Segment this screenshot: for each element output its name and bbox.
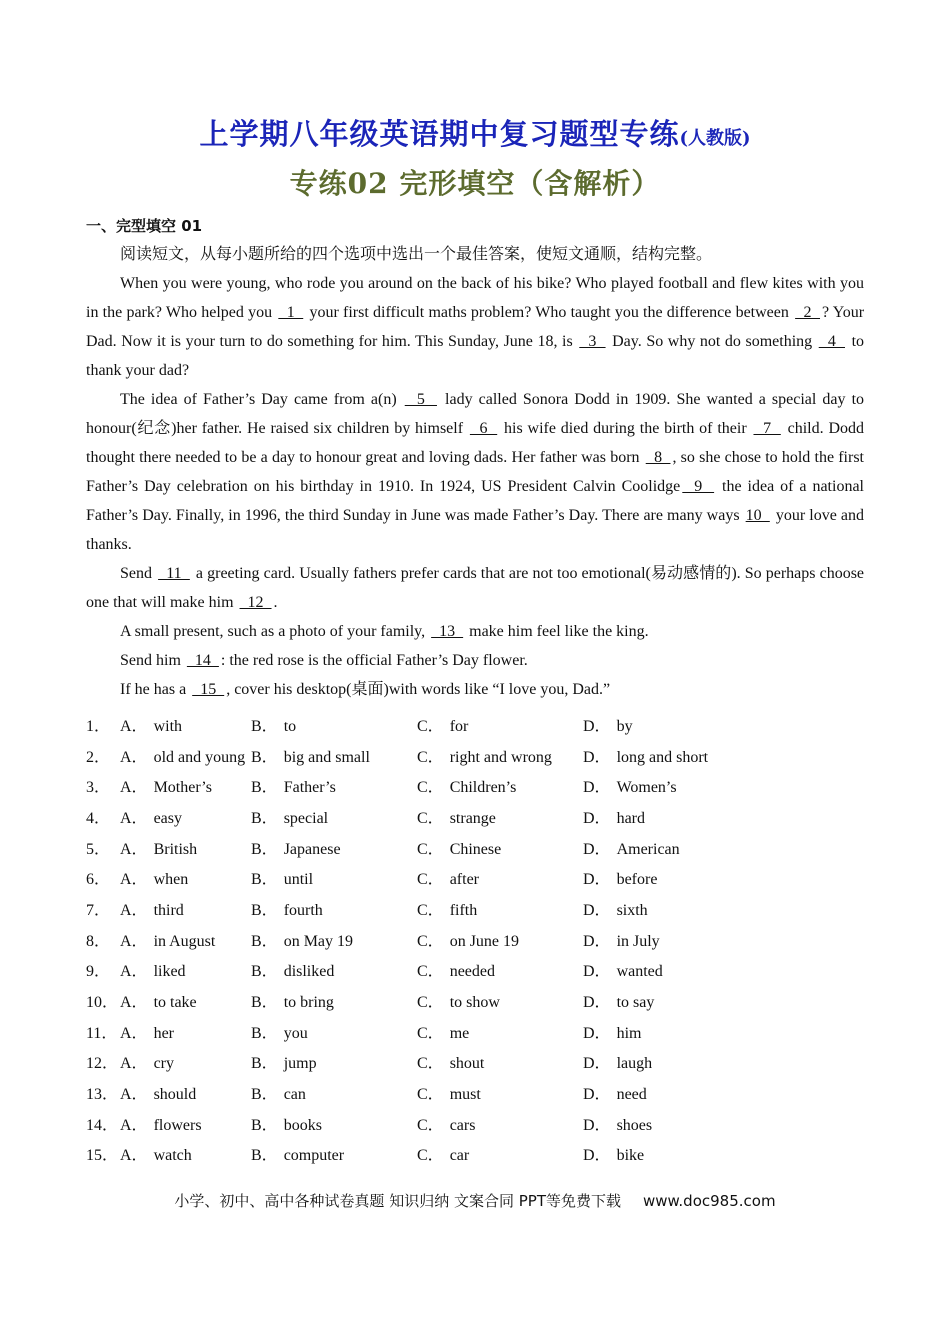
option-text: special (283, 809, 329, 827)
option-letter: C． (417, 994, 444, 1012)
question-row (86, 862, 866, 893)
option-text: needed (449, 963, 495, 981)
option-text: books (283, 1116, 322, 1134)
option-text: computer (283, 1147, 345, 1165)
question-number: 4． (86, 809, 111, 827)
option-letter: D． (583, 1147, 611, 1165)
blank-14: 14 (186, 652, 219, 669)
option-text: flowers (153, 1116, 202, 1134)
option-text: liked (153, 963, 186, 981)
option-a (120, 774, 251, 797)
option-text: on May 19 (283, 932, 354, 950)
option-letter: B． (251, 809, 278, 827)
option-c (417, 713, 583, 736)
option-letter: B． (251, 717, 278, 735)
option-d (583, 1142, 763, 1165)
option-text: for (449, 717, 469, 735)
option-text: right and wrong (449, 748, 552, 766)
option-text: must (449, 1086, 481, 1104)
option-a (120, 836, 251, 859)
option-text: hard (616, 809, 645, 827)
option-c (417, 1112, 583, 1135)
option-a (120, 866, 251, 889)
option-c (417, 744, 583, 767)
option-letter: A． (120, 717, 148, 735)
question-row (86, 924, 866, 955)
option-a (120, 1020, 251, 1043)
option-letter: C． (417, 871, 444, 889)
option-d (583, 1050, 763, 1073)
option-letter: C． (417, 809, 444, 827)
option-b (251, 1112, 417, 1135)
document-title (0, 112, 950, 153)
option-letter: C． (417, 1147, 444, 1165)
option-c (417, 1142, 583, 1165)
option-text: Father’s (283, 779, 336, 797)
option-text: fourth (283, 901, 323, 919)
question-row (86, 801, 866, 832)
option-b (251, 1020, 417, 1043)
option-c (417, 1050, 583, 1073)
option-c (417, 1020, 583, 1043)
question-number: 13． (86, 1086, 119, 1104)
option-c (417, 989, 583, 1012)
option-text: wanted (616, 963, 663, 981)
question-number: 14． (86, 1116, 119, 1134)
blank-9: 9 (682, 478, 715, 495)
option-text: until (283, 871, 314, 889)
option-text: fifth (449, 901, 478, 919)
option-c (417, 1081, 583, 1104)
option-letter: B． (251, 963, 278, 981)
paragraph-5: Send him 14 : the red rose is the official Father’s Day flower. (120, 652, 528, 669)
option-c (417, 836, 583, 859)
option-b (251, 928, 417, 951)
paragraph-6: If he has a 15 , cover his desktop(桌面)with words like “I love you, Dad.” (120, 681, 611, 698)
question-number: 9． (86, 963, 111, 981)
option-letter: D． (583, 932, 611, 950)
question-number: 11． (86, 1024, 118, 1042)
option-c (417, 958, 583, 981)
option-a (120, 1112, 251, 1135)
title-edition: (人教版) (679, 128, 751, 149)
question-row (86, 709, 866, 740)
option-letter: A． (120, 809, 148, 827)
option-text: before (616, 871, 658, 889)
option-b (251, 989, 417, 1012)
option-c (417, 897, 583, 920)
option-letter: D． (583, 840, 611, 858)
option-letter: C． (417, 1024, 444, 1042)
option-text: third (153, 901, 184, 919)
option-letter: D． (583, 901, 611, 919)
option-a (120, 989, 251, 1012)
option-a (120, 897, 251, 920)
blank-13: 13 (431, 623, 464, 640)
option-letter: C． (417, 748, 444, 766)
blank-11: 11 (158, 565, 190, 582)
option-text: in July (616, 932, 660, 950)
footer-site: www.doc985.com (642, 1192, 776, 1210)
option-letter: A． (120, 779, 148, 797)
question-row (86, 1047, 866, 1078)
option-text: laugh (616, 1055, 653, 1073)
option-text: Chinese (449, 840, 502, 858)
option-letter: B． (251, 748, 278, 766)
option-letter: A． (120, 840, 148, 858)
option-text: watch (153, 1147, 192, 1165)
option-b (251, 958, 417, 981)
question-number: 6． (86, 871, 111, 889)
option-text: her (153, 1024, 174, 1042)
option-text: British (153, 840, 198, 858)
option-d (583, 805, 763, 828)
option-text: car (449, 1147, 470, 1165)
option-b (251, 836, 417, 859)
question-row (86, 740, 866, 771)
option-text: me (449, 1024, 470, 1042)
paragraph-4: A small present, such as a photo of your family, 13 make him feel like the king. (120, 623, 649, 640)
option-letter: A． (120, 932, 148, 950)
paragraph-2: The idea of Father’s Day came from a(n) 5 lady called Sonora Dodd in 1909. She wanted a special day to honour(纪念)her father. He raised six children by himself 6 his wife died during the birth of their 7 child. Dodd thought there needed to be a day to honour great and loving dads. Her father was born 8 , so she chose to hold the first Father’s Day celebration on his birthday in 1910. In 1924, US President Calvin Coolidge 9 the idea of a national Father’s Day. Finally, in 1996, the third Sunday in June was made Father’s Day. There are many ways 10 your love and thanks. (86, 391, 865, 553)
option-letter: D． (583, 1024, 611, 1042)
blank-2: 2 (795, 304, 821, 321)
option-c (417, 928, 583, 951)
option-letter: D． (583, 1116, 611, 1134)
option-letter: D． (583, 717, 611, 735)
option-text: sixth (616, 901, 648, 919)
paragraph-3: Send 11 a greeting card. Usually fathers prefer cards that are not too emotional(易动感情的). So perhaps choose one that will make him 12 . (86, 565, 865, 611)
blank-7: 7 (753, 420, 781, 437)
option-letter: B． (251, 840, 278, 858)
option-letter: C． (417, 963, 444, 981)
option-text: jump (283, 1055, 317, 1073)
option-letter: A． (120, 1024, 148, 1042)
option-text: to (283, 717, 297, 735)
option-text: Children’s (449, 779, 517, 797)
option-letter: C． (417, 717, 444, 735)
option-letter: B． (251, 1147, 278, 1165)
option-letter: B． (251, 994, 278, 1012)
option-text: bike (616, 1147, 645, 1165)
option-text: cry (153, 1055, 174, 1073)
option-d (583, 1081, 763, 1104)
option-b (251, 1050, 417, 1073)
option-letter: A． (120, 748, 148, 766)
option-letter: D． (583, 809, 611, 827)
question-row (86, 1108, 866, 1139)
option-text: by (616, 717, 633, 735)
option-letter: D． (583, 1055, 611, 1073)
option-letter: C． (417, 1116, 444, 1134)
option-a (120, 1081, 251, 1104)
option-d (583, 836, 763, 859)
option-letter: B． (251, 932, 278, 950)
option-letter: B． (251, 871, 278, 889)
question-number: 8． (86, 932, 111, 950)
option-d (583, 897, 763, 920)
option-b (251, 1081, 417, 1104)
option-text: with (153, 717, 183, 735)
option-text: big and small (283, 748, 370, 766)
option-letter: C． (417, 1055, 444, 1073)
option-d (583, 1020, 763, 1043)
option-letter: D． (583, 779, 611, 797)
option-text: Japanese (283, 840, 341, 858)
question-number: 2． (86, 748, 111, 766)
option-letter: A． (120, 1086, 148, 1104)
question-number: 1． (86, 717, 111, 735)
question-row (86, 1139, 866, 1170)
question-options (86, 709, 866, 1169)
option-b (251, 713, 417, 736)
option-a (120, 744, 251, 767)
instruction: 阅读短文，从每小题所给的四个选项中选出一个最佳答案，使短文通顺，结构完整。 (120, 246, 713, 263)
option-text: you (283, 1024, 308, 1042)
question-row (86, 1016, 866, 1047)
option-a (120, 928, 251, 951)
option-text: Mother’s (153, 779, 212, 797)
blank-5: 5 (404, 391, 437, 408)
option-text: Women’s (616, 779, 677, 797)
option-text: cars (449, 1116, 476, 1134)
option-b (251, 744, 417, 767)
option-letter: A． (120, 963, 148, 981)
option-letter: A． (120, 871, 148, 889)
footer-text: 小学、初中、高中各种试卷真题 知识归纳 文案合同 PPT等免费下载 (174, 1192, 621, 1210)
option-letter: B． (251, 1055, 278, 1073)
blank-1: 1 (278, 304, 304, 321)
option-b (251, 805, 417, 828)
option-text: can (283, 1086, 306, 1104)
option-letter: A． (120, 1147, 148, 1165)
option-text: in August (153, 932, 216, 950)
blank-3: 3 (579, 333, 606, 350)
option-b (251, 774, 417, 797)
option-text: to take (153, 994, 197, 1012)
question-number: 10． (86, 994, 119, 1012)
option-letter: B． (251, 779, 278, 797)
question-number: 15． (86, 1147, 119, 1165)
option-text: to say (616, 994, 655, 1012)
option-letter: C． (417, 779, 444, 797)
blank-12: 12 (239, 594, 272, 611)
option-letter: D． (583, 1086, 611, 1104)
option-d (583, 774, 763, 797)
option-letter: C． (417, 840, 444, 858)
option-text: to show (449, 994, 500, 1012)
option-text: disliked (283, 963, 335, 981)
option-letter: B． (251, 1024, 278, 1042)
option-a (120, 805, 251, 828)
question-number: 3． (86, 779, 111, 797)
option-a (120, 958, 251, 981)
option-a (120, 1142, 251, 1165)
option-letter: A． (120, 1116, 148, 1134)
question-row (86, 832, 866, 863)
option-letter: A． (120, 901, 148, 919)
option-letter: B． (251, 1086, 278, 1104)
option-text: on June 19 (449, 932, 520, 950)
option-text: long and short (616, 748, 709, 766)
option-text: when (153, 871, 189, 889)
option-a (120, 713, 251, 736)
option-d (583, 713, 763, 736)
section-heading: 一、完型填空 01 (86, 217, 203, 235)
question-number: 7． (86, 901, 111, 919)
option-d (583, 744, 763, 767)
option-b (251, 866, 417, 889)
question-number: 5． (86, 840, 111, 858)
option-text: American (616, 840, 680, 858)
option-c (417, 774, 583, 797)
option-letter: A． (120, 1055, 148, 1073)
option-letter: D． (583, 963, 611, 981)
option-text: him (616, 1024, 642, 1042)
option-text: strange (449, 809, 496, 827)
blank-15: 15 (192, 681, 225, 698)
option-d (583, 958, 763, 981)
option-letter: A． (120, 994, 148, 1012)
option-a (120, 1050, 251, 1073)
title-main: 上学期八年级英语期中复习题型专练 (199, 117, 680, 151)
option-letter: C． (417, 932, 444, 950)
question-row (86, 955, 866, 986)
option-text: easy (153, 809, 182, 827)
question-row (86, 985, 866, 1016)
option-text: should (153, 1086, 197, 1104)
option-text: to bring (283, 994, 334, 1012)
blank-8: 8 (645, 449, 671, 466)
option-text: after (449, 871, 479, 889)
page-footer (0, 1190, 950, 1211)
question-number: 12． (86, 1055, 119, 1073)
option-d (583, 866, 763, 889)
document-subtitle: 专练02 完形填空（含解析） (289, 167, 661, 200)
option-letter: B． (251, 901, 278, 919)
option-letter: B． (251, 1116, 278, 1134)
question-row (86, 1077, 866, 1108)
option-letter: C． (417, 1086, 444, 1104)
option-text: shout (449, 1055, 485, 1073)
option-letter: D． (583, 748, 611, 766)
blank-6: 6 (469, 420, 498, 437)
question-row (86, 893, 866, 924)
option-d (583, 989, 763, 1012)
question-row (86, 770, 866, 801)
option-d (583, 1112, 763, 1135)
option-letter: D． (583, 994, 611, 1012)
option-letter: C． (417, 901, 444, 919)
option-text: need (616, 1086, 647, 1104)
option-c (417, 866, 583, 889)
option-text: shoes (616, 1116, 653, 1134)
passage (86, 240, 864, 704)
option-b (251, 1142, 417, 1165)
paragraph-1: When you were young, who rode you around on the back of his bike? Who played football and flew kites with you in the park? Who helped you 1 your first difficult maths problem? Who taught you the difference between 2 ? Your Dad. Now it is your turn to do something for him. This Sunday, June 18, is 3 Day. So why not do something 4 to thank your dad? (86, 275, 865, 379)
option-b (251, 897, 417, 920)
option-text: old and young (153, 748, 246, 766)
option-d (583, 928, 763, 951)
blank-10: 10 (745, 507, 770, 524)
option-letter: D． (583, 871, 611, 889)
option-c (417, 805, 583, 828)
blank-4: 4 (818, 333, 845, 350)
